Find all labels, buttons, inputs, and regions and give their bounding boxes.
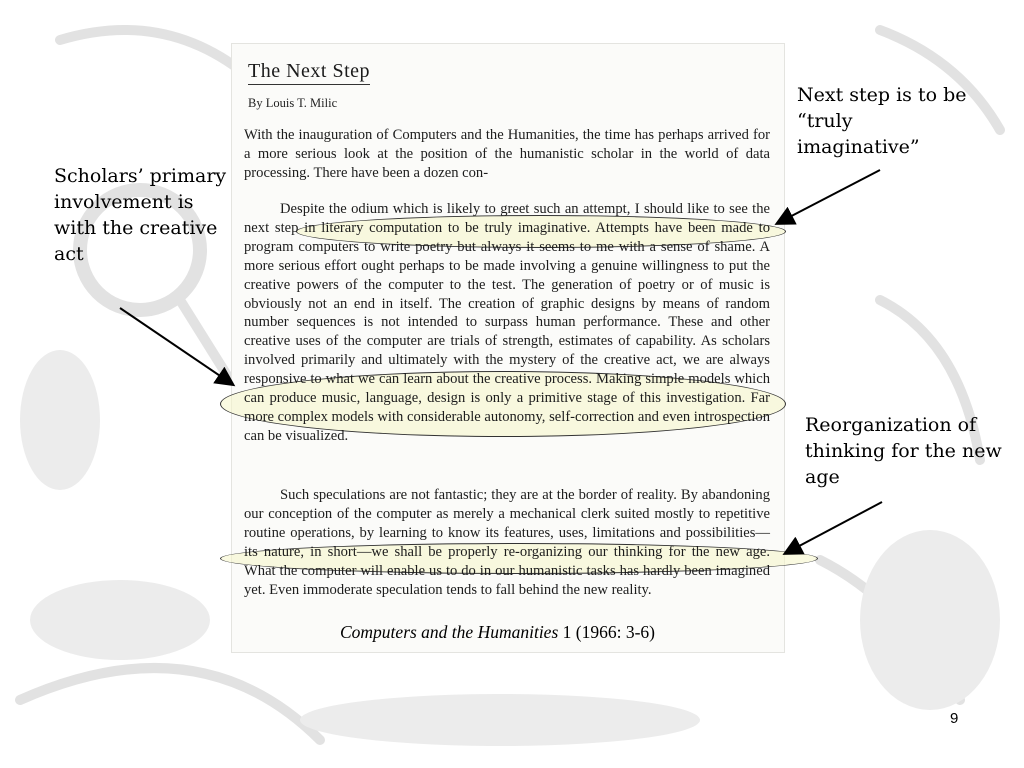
slide-number: 9 — [950, 710, 959, 727]
annotation-creative-act: Scholars’ primary involvement is with the creative act — [54, 165, 227, 265]
article-paragraph-3: Such speculations are not fantastic; they are at the border of reality. By abandoning our conception of the computer as merely a mechanical clerk suited mostly to repetitive routine operations, by learning to know its features, uses, limitations and possibilities—its nature, in short—we shall be properly re-organizing our thinking for the new age. What the computer will enable us to do in our humanistic tasks has hardly been imagined yet. Even immoderate speculation tends to fall behind the new reality. — [244, 487, 770, 598]
citation-journal: Computers and the Humanities — [340, 622, 559, 642]
annotation-truly-imaginative: Next step is to be “truly imaginative” — [797, 84, 967, 158]
citation-details: 1 (1966: 3-6) — [558, 622, 655, 642]
article-paragraph-1: With the inauguration of Computers and the Humanities, the time has perhaps arrived for a more serious look at the position of the humanistic scholar in the world of data processing. There have been a dozen con- — [244, 127, 770, 181]
article-title: The Next Step — [248, 60, 371, 82]
citation — [340, 622, 655, 643]
article-byline: By Louis T. Milic — [248, 96, 338, 110]
article-paragraph-2: Despite the odium which is likely to greet such an attempt, I should like to see the next step in literary computation to be truly imaginative. Attempts have been made to program computers to write poetry but always it seems to me with a sense of shame. A more serious effort ought perhaps to be made involving a genuine willingness to put the creative powers of the computer to the test. The generation of poetry or of music is obviously not an end in itself. The creation of graphic designs by means of random number sequences is not intended to surpass human performance. These and other creative uses of the computer are trials of strength, estimates of capability. As scholars involved primarily and ultimately with the mystery of the creative act, we are always responsive to what we can learn about the creative process. Making simple models which can produce music, language, design is only a primitive stage of this investigation. Far more complex models with considerable autonomy, self-correction and even introspection can be visualized. — [244, 201, 770, 444]
annotation-reorganization: Reorganization of thinking for the new age — [805, 414, 1002, 488]
